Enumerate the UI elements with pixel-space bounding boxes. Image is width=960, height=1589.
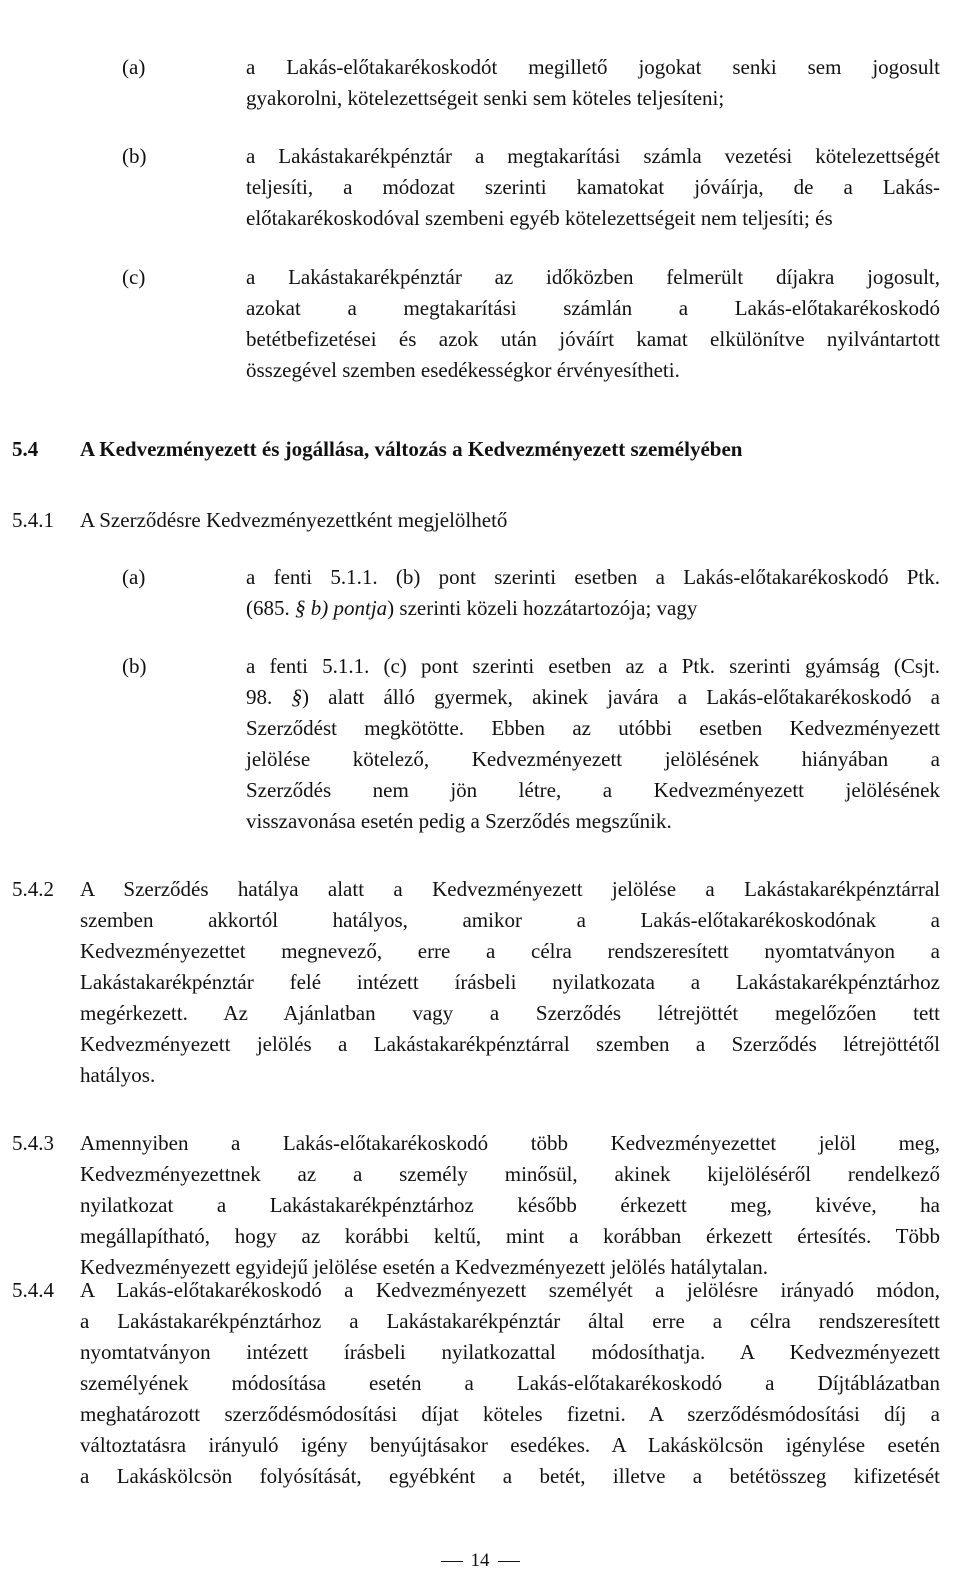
list-item-b-text bbox=[246, 651, 940, 837]
text-line: megérkezett. Az Ajánlatban vagy a Szerződés létrejöttét megelőzően tett bbox=[80, 1001, 940, 1025]
list-label-a: (a) bbox=[122, 55, 146, 79]
text-line: meghatározott szerződésmódosítási díjat köteles fizetni. A szerződésmódosítási díj a bbox=[80, 1402, 940, 1426]
page-number: 14 bbox=[470, 1550, 490, 1571]
text-line: a Lakástakarékpénztár a megtakarítási számla vezetési kötelezettségét bbox=[246, 144, 940, 168]
page-footer bbox=[0, 1545, 960, 1576]
text-line: megállapítható, hogy az korábbi keltű, mint a korábban érkezett értesítés. Több bbox=[80, 1224, 940, 1248]
text-line: visszavonása esetén pedig a Szerződés megszűnik. bbox=[246, 809, 672, 833]
list-item-a-text bbox=[246, 52, 940, 114]
text-line: azokat a megtakarítási számlán a Lakás-előtakarékoskodó bbox=[246, 296, 940, 320]
text-line: a fenti 5.1.1. (c) pont szerinti esetben az a Ptk. szerinti gyámság (Csjt. bbox=[246, 654, 940, 678]
paragraph-5-4-4 bbox=[80, 1275, 940, 1492]
text-line: a Lakáskölcsön folyósítását, egyébként a betét, illetve a betétösszeg kifizetését bbox=[80, 1464, 940, 1488]
text-line: betétbefizetései és azok után jóváírt kamat elkülönítve nyilvántartott bbox=[246, 327, 940, 351]
text-fragment: ) alatt álló gyermek, akinek javára a Lakás-előtakarékoskodó a bbox=[301, 685, 941, 709]
text-line: a Lakástakarékpénztárhoz a Lakástakarékpénztár által erre a célra rendszeresített bbox=[80, 1309, 940, 1333]
text-line: jelölése kötelező, Kedvezményezett jelölésének hiányában a bbox=[246, 747, 940, 771]
text-line: személyének módosítása esetén a Lakás-előtakarékoskodó a Díjtáblázatban bbox=[80, 1371, 940, 1395]
text-line: Amennyiben a Lakás-előtakarékoskodó több Kedvezményezettet jelöl meg, bbox=[80, 1131, 940, 1155]
list-label-a: (a) bbox=[122, 565, 146, 589]
text-line: Kedvezményezett egyidejű jelölése esetén a Kedvezményezett jelölés hatálytalan. bbox=[80, 1255, 769, 1279]
list-label-b: (b) bbox=[122, 654, 147, 678]
paragraph-number: 5.4.3 bbox=[12, 1131, 54, 1155]
list-label-c: (c) bbox=[122, 265, 146, 289]
paragraph-number: 5.4.2 bbox=[12, 877, 54, 901]
text-line: Kedvezményezett jelölés a Lakástakarékpénztárral szemben a Szerződés létrejöttétől bbox=[80, 1032, 940, 1056]
paragraph-5-4-2 bbox=[80, 874, 940, 1091]
text-line: a fenti 5.1.1. (b) pont szerinti esetben a Lakás-előtakarékoskodó Ptk. bbox=[246, 565, 940, 589]
subsection-title: A Szerződésre Kedvezményezettként megjelölhető bbox=[80, 508, 508, 532]
paragraph-5-4-3 bbox=[80, 1128, 940, 1283]
italic-reference: § bbox=[291, 685, 302, 709]
text-line: hatályos. bbox=[80, 1063, 156, 1087]
text-line: Lakástakarékpénztár felé intézett írásbeli nyilatkozata a Lakástakarékpénztárhoz bbox=[80, 970, 940, 994]
list-label-b: (b) bbox=[122, 144, 147, 168]
text-fragment: ) szerinti közeli hozzátartozója; vagy bbox=[387, 596, 698, 620]
text-line: Szerződést megkötötte. Ebben az utóbbi esetben Kedvezményezett bbox=[246, 716, 940, 740]
section-number: 5.4 bbox=[12, 437, 39, 461]
list-item-a-text bbox=[246, 562, 940, 624]
text-fragment: (685. bbox=[246, 596, 295, 620]
text-fragment: 98. bbox=[246, 685, 292, 709]
text-line: változtatásra irányuló igény benyújtásakor esedékes. A Lakáskölcsön igénylése esetén bbox=[80, 1433, 940, 1457]
list-item-c-text bbox=[246, 262, 940, 386]
text-line: gyakorolni, kötelezettségeit senki sem köteles teljesíteni; bbox=[246, 86, 725, 110]
text-line: szemben akkortól hatályos, amikor a Lakás-előtakarékoskodónak a bbox=[80, 908, 940, 932]
dash-decoration bbox=[498, 1561, 520, 1562]
dash-decoration bbox=[441, 1561, 463, 1562]
text-line: A Szerződés hatálya alatt a Kedvezményezett jelölése a Lakástakarékpénztárral bbox=[80, 877, 940, 901]
italic-reference: § b) pontja bbox=[295, 596, 388, 620]
text-line: Kedvezményezettnek az a személy minősül, akinek kijelöléséről rendelkező bbox=[80, 1162, 940, 1186]
text-line: Szerződés nem jön létre, a Kedvezményezett jelölésének bbox=[246, 778, 940, 802]
text-line: előtakarékoskodóval szembeni egyéb kötelezettségeit nem teljesíti; és bbox=[246, 206, 833, 230]
text-line bbox=[246, 682, 940, 713]
text-line: összegével szemben esedékességkor érvényesítheti. bbox=[246, 358, 680, 382]
text-line bbox=[246, 593, 940, 624]
text-line: a Lakás-előtakarékoskodót megillető jogokat senki sem jogosult bbox=[246, 55, 940, 79]
paragraph-number: 5.4.4 bbox=[12, 1278, 54, 1302]
text-line: Kedvezményezettet megnevező, erre a célra rendszeresített nyomtatványon a bbox=[80, 939, 940, 963]
list-item-b-text bbox=[246, 141, 940, 234]
text-line: a Lakástakarékpénztár az időközben felmerült díjakra jogosult, bbox=[246, 265, 940, 289]
text-line: nyomtatványon intézett írásbeli nyilatkozattal módosíthatja. A Kedvezményezett bbox=[80, 1340, 940, 1364]
section-title: A Kedvezményezett és jogállása, változás a Kedvezményezett személyében bbox=[80, 437, 743, 461]
text-line: nyilatkozat a Lakástakarékpénztárhoz később érkezett meg, kivéve, ha bbox=[80, 1193, 940, 1217]
text-line: teljesíti, a módozat szerinti kamatokat jóváírja, de a Lakás- bbox=[246, 175, 940, 199]
subsection-number: 5.4.1 bbox=[12, 508, 54, 532]
text-line: A Lakás-előtakarékoskodó a Kedvezményezett személyét a jelölésre irányadó módon, bbox=[80, 1278, 940, 1302]
